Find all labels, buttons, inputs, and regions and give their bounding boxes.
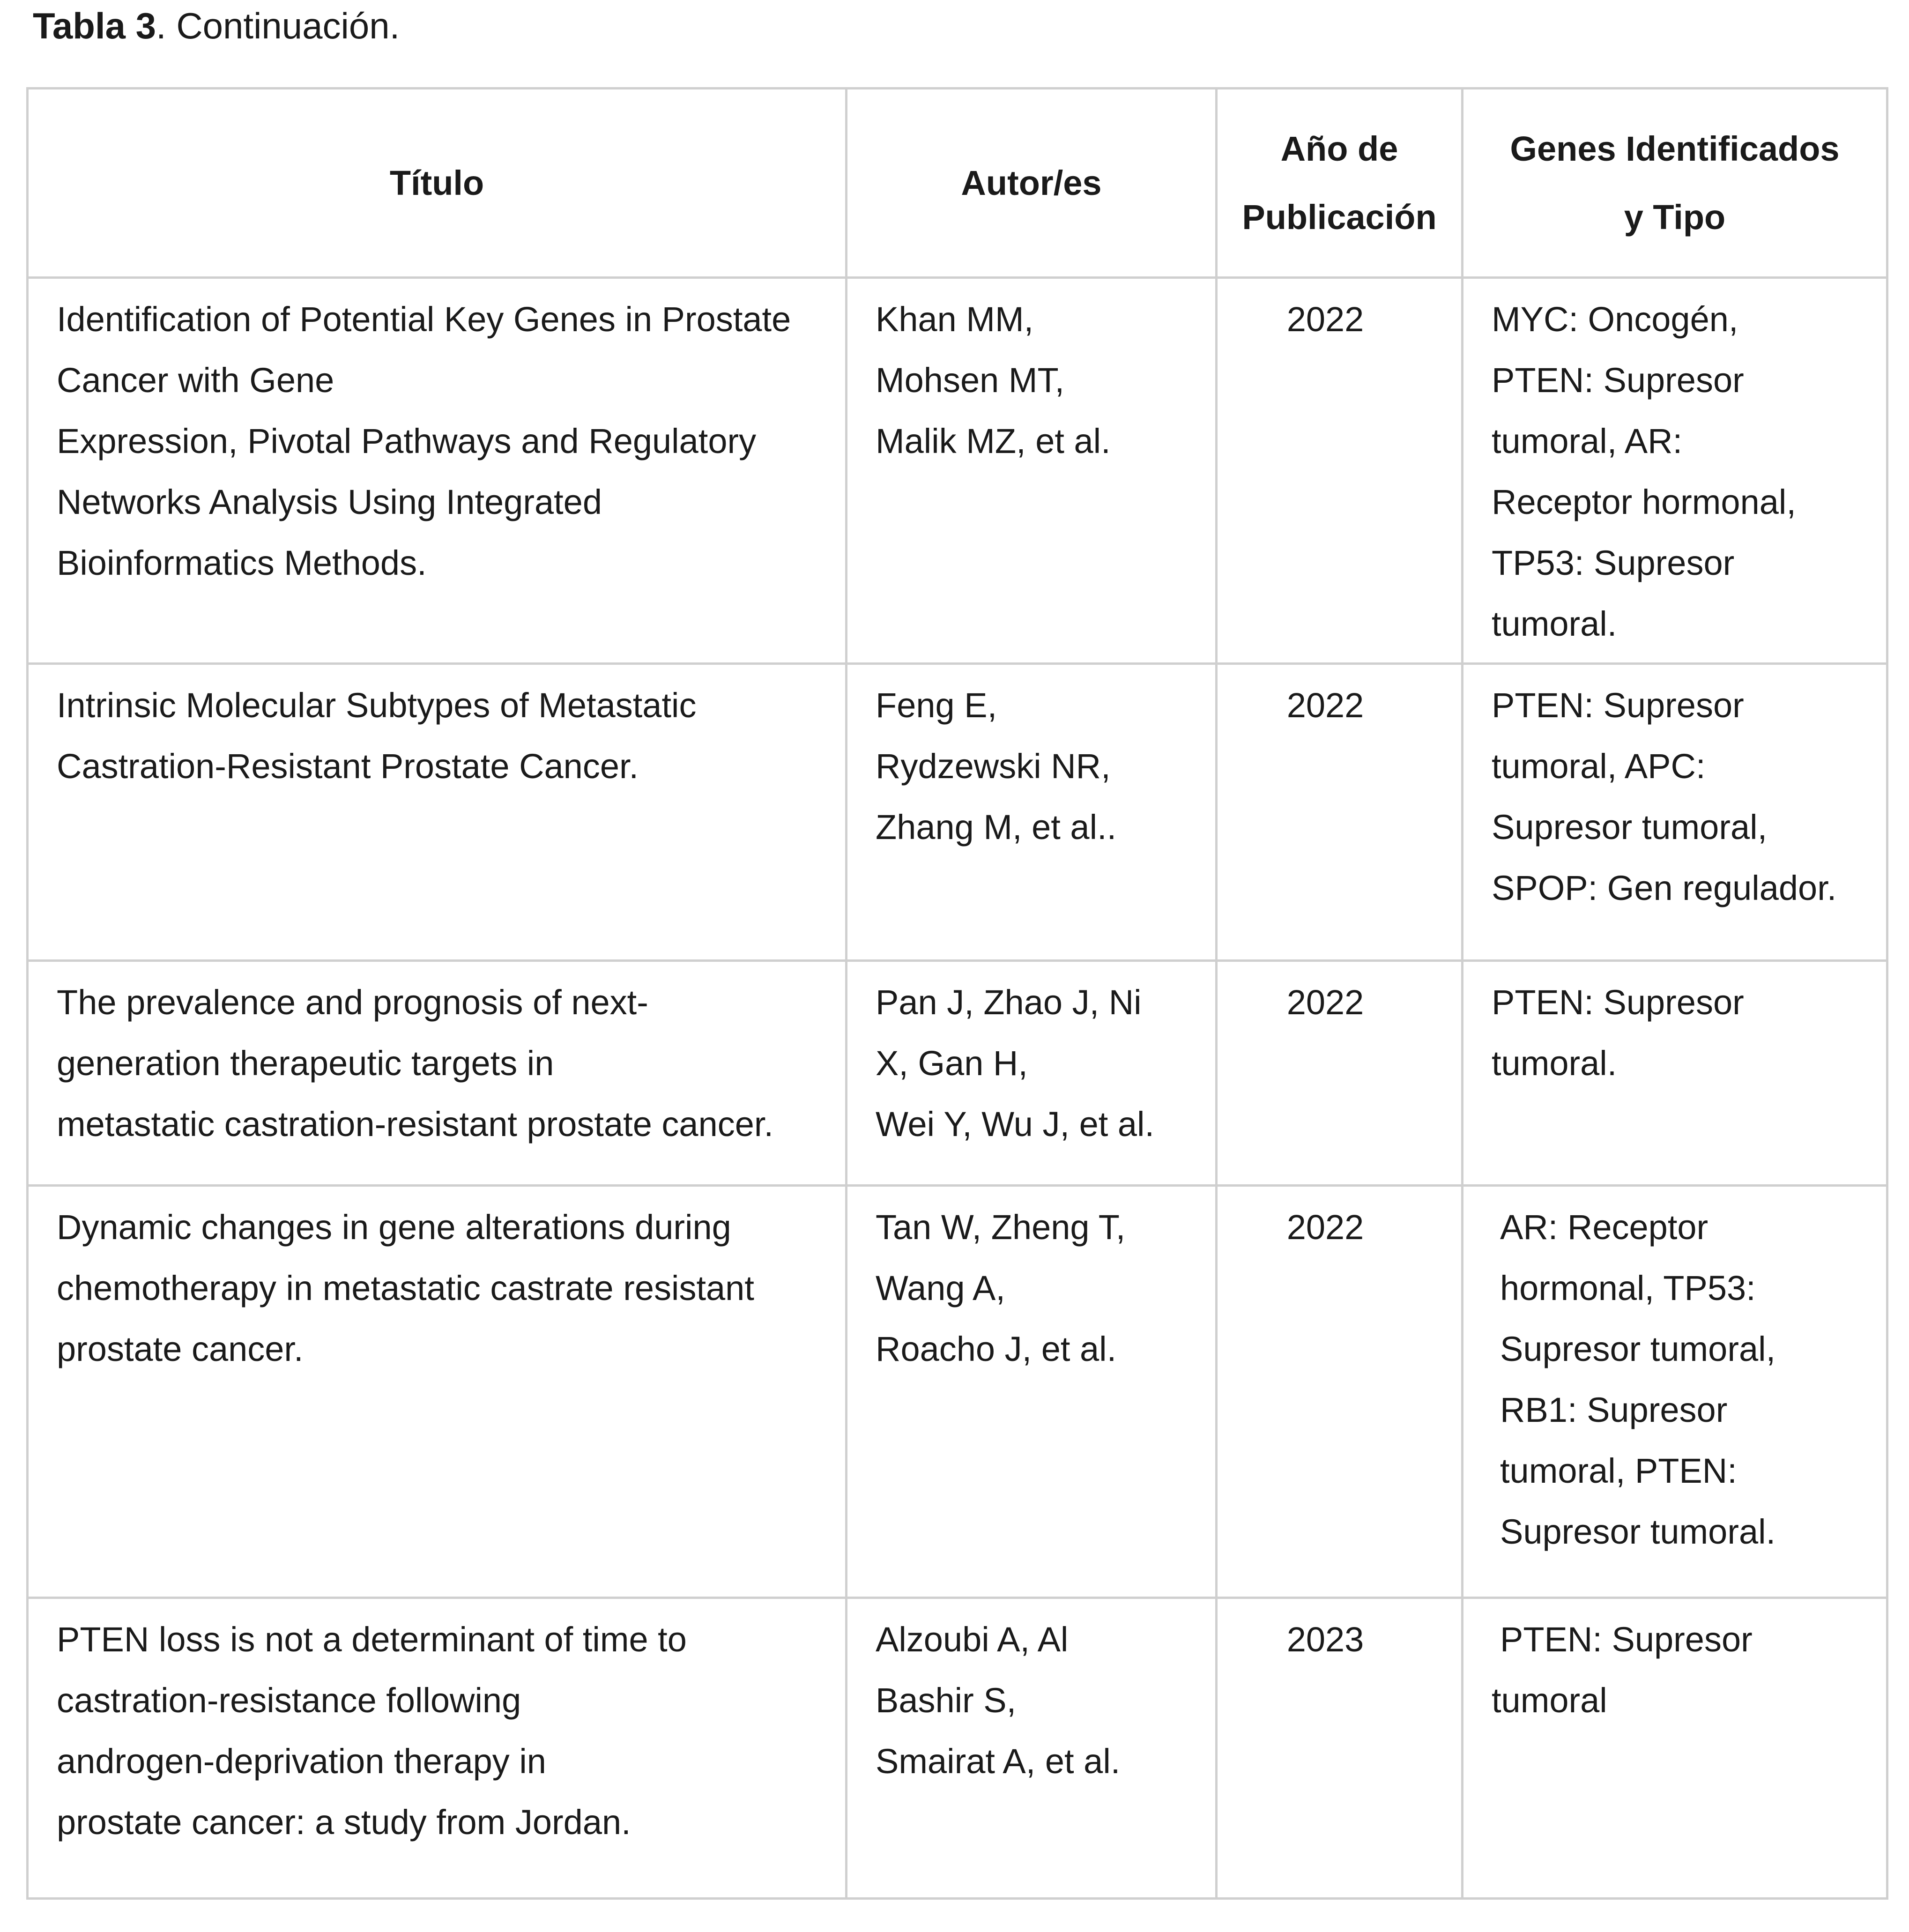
table-caption-text: . Continuación. [156, 5, 400, 46]
results-table [26, 87, 1888, 1900]
cell-year: 2022 [1217, 961, 1463, 1186]
table-caption [33, 0, 400, 52]
cell-genes: PTEN: Supresor tumoral, APC: Supresor tumoral, SPOP: Gen regulador. [1463, 664, 1887, 961]
cell-year: 2023 [1217, 1598, 1463, 1899]
cell-title: Dynamic changes in gene alterations during chemotherapy in metastatic castrate resistant prostate cancer. [28, 1186, 847, 1598]
cell-authors: Pan J, Zhao J, Ni X, Gan H, Wei Y, Wu J, et al. [847, 961, 1217, 1186]
header-row [28, 89, 1887, 278]
header-year: Año de Publicación [1217, 89, 1463, 278]
cell-authors: Tan W, Zheng T, Wang A, Roacho J, et al. [847, 1186, 1217, 1598]
cell-authors: Khan MM, Mohsen MT, Malik MZ, et al. [847, 278, 1217, 664]
cell-authors: Feng E, Rydzewski NR, Zhang M, et al.. [847, 664, 1217, 961]
cell-title: PTEN loss is not a determinant of time to castration-resistance following androgen-deprivation therapy in prostate cancer: a study from Jordan. [28, 1598, 847, 1899]
cell-genes: PTEN: Supresor tumoral [1463, 1598, 1887, 1899]
cell-year: 2022 [1217, 1186, 1463, 1598]
header-authors: Autor/es [847, 89, 1217, 278]
table-row [28, 664, 1887, 961]
cell-year: 2022 [1217, 278, 1463, 664]
cell-title: Intrinsic Molecular Subtypes of Metastatic Castration-Resistant Prostate Cancer. [28, 664, 847, 961]
table-row [28, 961, 1887, 1186]
cell-genes: MYC: Oncogén, PTEN: Supresor tumoral, AR: Receptor hormonal, TP53: Supresor tumoral. [1463, 278, 1887, 664]
cell-year: 2022 [1217, 664, 1463, 961]
table-caption-label: Tabla 3 [33, 5, 156, 46]
table-row [28, 278, 1887, 664]
header-title: Título [28, 89, 847, 278]
cell-genes: AR: Receptor hormonal, TP53: Supresor tumoral, RB1: Supresor tumoral, PTEN: Supresor tumoral. [1463, 1186, 1887, 1598]
cell-genes: PTEN: Supresor tumoral. [1463, 961, 1887, 1186]
cell-authors: Alzoubi A, Al Bashir S, Smairat A, et al. [847, 1598, 1217, 1899]
header-genes: Genes Identificados y Tipo [1463, 89, 1887, 278]
cell-title: The prevalence and prognosis of next- generation therapeutic targets in metastatic castration-resistant prostate cancer. [28, 961, 847, 1186]
table-row [28, 1186, 1887, 1598]
table-row [28, 1598, 1887, 1899]
cell-title: Identification of Potential Key Genes in Prostate Cancer with Gene Expression, Pivotal Pathways and Regulatory Networks Analysis Using Integrated Bioinformatics Methods. [28, 278, 847, 664]
